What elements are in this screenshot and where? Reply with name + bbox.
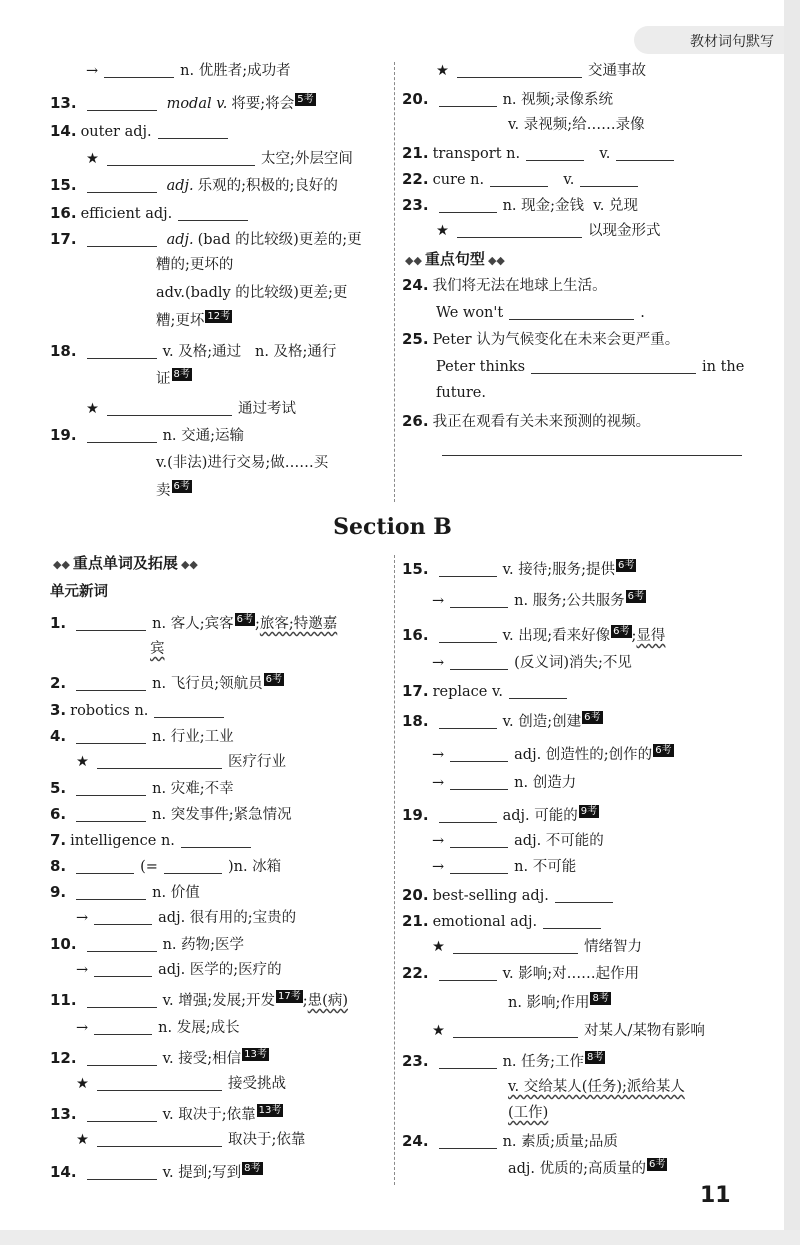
list-item: 13. modal v. 将要;将会 5考 [50, 94, 314, 112]
star-icon: ★ [86, 401, 99, 417]
exam-badge: 8考 [173, 369, 190, 380]
pattern-heading: ◆◆ 重点句型 ◆◆ [405, 250, 505, 268]
list-item: n. 影响;作用 8考 [508, 993, 609, 1011]
answer-blank[interactable] [87, 989, 157, 1008]
list-item: 4. n. 行业;工业 [50, 727, 234, 745]
list-item: 24. 我们将无法在地球上生活。 [402, 276, 607, 294]
list-item: ★ 太空;外层空间 [86, 146, 353, 172]
answer-blank[interactable] [450, 651, 508, 670]
answer-blank[interactable] [439, 1050, 497, 1069]
list-item: 24. n. 素质;质量;品质 [402, 1132, 618, 1150]
diamond-icon: ◆◆ [487, 254, 505, 267]
answer-blank[interactable] [94, 906, 152, 925]
list-item: 21. emotional adj. [402, 908, 607, 934]
exam-badge: 6考 [618, 560, 635, 571]
answer-blank[interactable] [439, 710, 497, 729]
list-item: ★ 以现金形式 [436, 218, 661, 244]
list-item [436, 436, 748, 462]
answer-blank[interactable] [97, 1072, 222, 1091]
answer-blank[interactable] [97, 750, 222, 769]
answer-blank[interactable] [509, 680, 567, 699]
diamond-icon: ◆◆ [180, 558, 198, 571]
list-item: 6. n. 突发事件;紧急情况 [50, 805, 292, 823]
answer-blank[interactable] [87, 92, 157, 111]
list-item: 2. n. 飞行员;领航员 6考 [50, 674, 282, 692]
list-item: 13. v. 取决于;依靠 13考 [50, 1105, 282, 1123]
list-item: → n. 发展;成长 [76, 1015, 240, 1041]
exam-badge: 6考 [627, 591, 644, 602]
list-item: ★ 取决于;依靠 [76, 1127, 305, 1153]
answer-blank[interactable] [555, 884, 613, 903]
answer-blank[interactable] [87, 933, 157, 952]
list-item: 证 8考 [156, 369, 190, 387]
answer-blank[interactable] [453, 1019, 578, 1038]
list-item: 16. v. 出现;看来好像 6考 ;显得 [402, 626, 666, 644]
list-item: 10. n. 药物;医学 [50, 935, 245, 953]
page-edge [784, 0, 800, 1245]
answer-blank[interactable] [76, 777, 146, 796]
answer-blank[interactable] [87, 174, 157, 193]
list-item: 11. v. 增强;发展;开发 17考 ;患(病) [50, 991, 348, 1009]
answer-blank[interactable] [442, 437, 742, 456]
answer-blank[interactable] [450, 743, 508, 762]
answer-blank[interactable] [439, 624, 497, 643]
answer-blank[interactable] [580, 168, 638, 187]
diamond-icon: ◆◆ [53, 558, 70, 571]
answer-blank[interactable] [76, 672, 146, 691]
list-item: 18. v. 及格;通过 n. 及格;通行 [50, 342, 337, 360]
exam-badge: 9考 [580, 806, 598, 817]
list-item: → adj. 不可能的 [432, 828, 604, 854]
star-icon: ★ [436, 223, 449, 239]
bottom-bar [0, 1230, 800, 1245]
answer-blank[interactable] [76, 725, 146, 744]
list-item: 7. intelligence n. [50, 827, 257, 853]
list-item: → adj. 创造性的;创作的 6考 [432, 745, 672, 763]
answer-blank[interactable] [453, 935, 578, 954]
list-item: → n. 创造力 [432, 770, 576, 796]
list-item: 17. adj. (bad 的比较级)更差的;更 [50, 230, 362, 248]
answer-blank[interactable] [526, 142, 584, 161]
exam-badge: 6考 [655, 745, 672, 756]
list-item: 17. replace v. [402, 678, 573, 704]
answer-blank[interactable] [439, 558, 497, 577]
words-heading: ◆◆ 重点单词及拓展 ◆◆ [53, 554, 198, 572]
exam-badge: 8考 [587, 1052, 604, 1063]
exam-badge: 13考 [258, 1105, 282, 1116]
list-item: 18. v. 创造;创建 6考 [402, 712, 601, 730]
list-item: 23. n. 任务;工作 8考 [402, 1052, 604, 1070]
answer-blank[interactable] [181, 829, 251, 848]
exam-badge: 6考 [649, 1159, 666, 1170]
answer-blank[interactable] [616, 142, 674, 161]
answer-blank[interactable] [164, 855, 222, 874]
list-item: 26. 我正在观看有关未来预测的视频。 [402, 412, 651, 430]
list-item: 12. v. 接受;相信 13考 [50, 1049, 267, 1067]
list-item: → (反义词)消失;不见 [432, 650, 632, 676]
list-item: 9. n. 价值 [50, 883, 200, 901]
answer-blank[interactable] [154, 699, 224, 718]
exam-badge: 13考 [244, 1049, 267, 1060]
list-item: 14. v. 提到;写到 8考 [50, 1163, 261, 1181]
list-item: 宾 [150, 641, 165, 657]
list-item: (工作) [508, 1105, 549, 1121]
exam-badge: 8考 [592, 993, 609, 1004]
list-item: 23. n. 现金;金钱 v. 兑现 [402, 196, 638, 214]
answer-blank[interactable] [439, 804, 497, 823]
list-item: v. 交给某人(任务);派给某人 [508, 1079, 685, 1095]
list-item: ★ 交通事故 [436, 58, 646, 84]
exam-badge: 8考 [244, 1163, 261, 1174]
list-item: adv.(badly 的比较级)更差;更 [156, 285, 348, 301]
answer-blank[interactable] [450, 829, 508, 848]
answer-blank[interactable] [94, 958, 152, 977]
answer-blank[interactable] [76, 881, 146, 900]
list-item: 5. n. 灾难;不幸 [50, 779, 234, 797]
list-item: 15. v. 接待;服务;提供 6考 [402, 560, 635, 578]
star-icon: ★ [436, 63, 449, 79]
answer-blank[interactable] [87, 228, 157, 247]
exam-badge: 6考 [613, 626, 630, 637]
list-item: → adj. 医学的;医疗的 [76, 957, 282, 983]
answer-blank[interactable] [158, 120, 228, 139]
list-item: adj. 优质的;高质量的 6考 [508, 1159, 666, 1177]
list-item: ★ 对某人/某物有影响 [432, 1018, 705, 1044]
answer-blank[interactable] [439, 962, 497, 981]
answer-blank[interactable] [531, 355, 696, 374]
star-icon: ★ [432, 939, 445, 955]
list-item: 20. best-selling adj. [402, 882, 619, 908]
list-item: We won't . [436, 300, 645, 326]
answer-blank[interactable] [107, 147, 255, 166]
answer-blank[interactable] [439, 88, 497, 107]
list-item: → n. 服务;公共服务 6考 [432, 591, 644, 609]
answer-blank[interactable] [450, 771, 508, 790]
star-icon: ★ [86, 151, 99, 167]
list-item: ★ 接受挑战 [76, 1071, 286, 1097]
list-item: v. 录视频;给……录像 [508, 117, 645, 133]
star-icon: ★ [76, 1132, 89, 1148]
answer-blank[interactable] [178, 202, 248, 221]
column-divider-top [394, 62, 395, 502]
list-item: future. [436, 385, 486, 401]
list-item: 16. efficient adj. [50, 200, 254, 226]
answer-blank[interactable] [509, 301, 634, 320]
list-item: 糟的;更坏的 [156, 257, 234, 273]
answer-blank[interactable] [87, 340, 157, 359]
exam-badge: 12考 [207, 311, 231, 322]
exam-badge: 6考 [236, 614, 253, 625]
answer-blank[interactable] [76, 855, 134, 874]
star-icon: ★ [76, 1076, 89, 1092]
exam-badge: 17考 [278, 991, 301, 1002]
list-item: → n. 优胜者;成功者 [86, 58, 291, 84]
answer-blank[interactable] [457, 59, 582, 78]
list-item: 22. cure n. v. [402, 166, 644, 192]
list-item: 糟;更坏 12考 [156, 311, 231, 329]
list-item: 3. robotics n. [50, 697, 230, 723]
list-item: 19. adj. 可能的 9考 [402, 806, 598, 824]
exam-badge: 6考 [265, 674, 282, 685]
list-item: 21. transport n. v. [402, 140, 680, 166]
page-number: 11 [700, 1183, 731, 1208]
list-item: 15. adj. 乐观的;积极的;良好的 [50, 176, 338, 194]
star-icon: ★ [432, 1023, 445, 1039]
list-item: 8. (= )n. 冰箱 [50, 857, 282, 875]
exam-badge: 6考 [584, 712, 601, 723]
star-icon: ★ [76, 754, 89, 770]
list-item: ★ 通过考试 [86, 396, 296, 422]
answer-blank[interactable] [87, 1161, 157, 1180]
list-item: → n. 不可能 [432, 854, 576, 880]
answer-blank[interactable] [76, 612, 146, 631]
answer-blank[interactable] [490, 168, 548, 187]
answer-blank[interactable] [439, 1130, 497, 1149]
list-item: 卖 6考 [156, 481, 190, 499]
answer-blank[interactable] [76, 803, 146, 822]
list-item: → adj. 很有用的;宝贵的 [76, 905, 296, 931]
answer-blank[interactable] [87, 1103, 157, 1122]
list-item: v.(非法)进行交易;做……买 [156, 455, 329, 471]
list-item: 1. n. 客人;宾客 6考 ;旅客;特邀嘉 [50, 614, 338, 632]
section-title: Section B [333, 514, 452, 540]
diamond-icon: ◆◆ [405, 254, 422, 267]
list-item: 19. n. 交通;运输 [50, 426, 245, 444]
answer-blank[interactable] [543, 910, 601, 929]
list-item: Peter thinks in the [436, 354, 744, 380]
answer-blank[interactable] [94, 1016, 152, 1035]
list-item: ★ 情绪智力 [432, 934, 642, 960]
answer-blank[interactable] [104, 59, 174, 78]
answer-blank[interactable] [107, 397, 232, 416]
answer-blank[interactable] [439, 194, 497, 213]
answer-blank[interactable] [457, 219, 582, 238]
header-title: 教材词句默写 [690, 34, 774, 50]
exam-badge: 5考 [297, 94, 314, 105]
answer-blank[interactable] [97, 1128, 222, 1147]
list-item: 22. v. 影响;对……起作用 [402, 964, 640, 982]
list-item: ★ 医疗行业 [76, 749, 286, 775]
answer-blank[interactable] [450, 589, 508, 608]
unit-heading: 单元新词 [50, 584, 108, 600]
list-item: 14. outer adj. [50, 118, 234, 144]
column-divider-bottom [394, 555, 395, 1185]
answer-blank[interactable] [87, 1047, 157, 1066]
list-item: 25. Peter 认为气候变化在未来会更严重。 [402, 330, 680, 348]
exam-badge: 6考 [173, 481, 190, 492]
answer-blank[interactable] [450, 855, 508, 874]
list-item: 20. n. 视频;录像系统 [402, 90, 614, 108]
answer-blank[interactable] [87, 424, 157, 443]
